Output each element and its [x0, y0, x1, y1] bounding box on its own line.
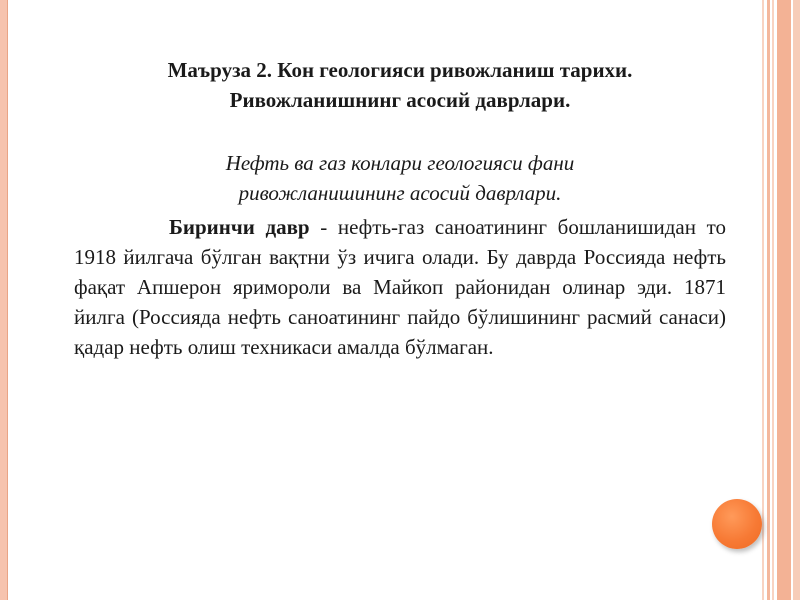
left-border-line [7, 0, 8, 600]
slide-title-line-1: Маъруза 2. Кон геологияси ривожланиш тарихи. [167, 58, 633, 82]
right-stripe [777, 0, 791, 600]
right-stripe [767, 0, 770, 600]
slide-title [70, 55, 730, 115]
body-paragraph [74, 212, 726, 362]
slide-subtitle-line-2: ривожланишининг асосий даврлари. [238, 181, 562, 205]
body-bold-lead: Биринчи давр [169, 215, 310, 239]
decorative-circle [712, 499, 762, 549]
slide-subtitle [110, 148, 690, 208]
slide-subtitle-line-1: Нефть ва газ конлари геологияси фани [225, 151, 575, 175]
right-stripe [762, 0, 764, 600]
slide-title-line-2: Ривожланишнинг асосий даврлари. [229, 88, 571, 112]
left-border [0, 0, 7, 600]
right-stripe [772, 0, 774, 600]
right-stripe [793, 0, 800, 600]
body-text-rest: - нефть-газ саноатининг бошланишидан то 1918 йилгача бўлган вақтни ўз ичига олади. Бу даврда Россияда нефть фақат Апшерон яримороли ва Майкоп районидан олинар эди. 1871 йилга (Россияда нефть саноатининг пайдо бўлишининг расмий санаси) қадар нефть олиш техникаси амалда бўлмаган. [74, 215, 727, 359]
